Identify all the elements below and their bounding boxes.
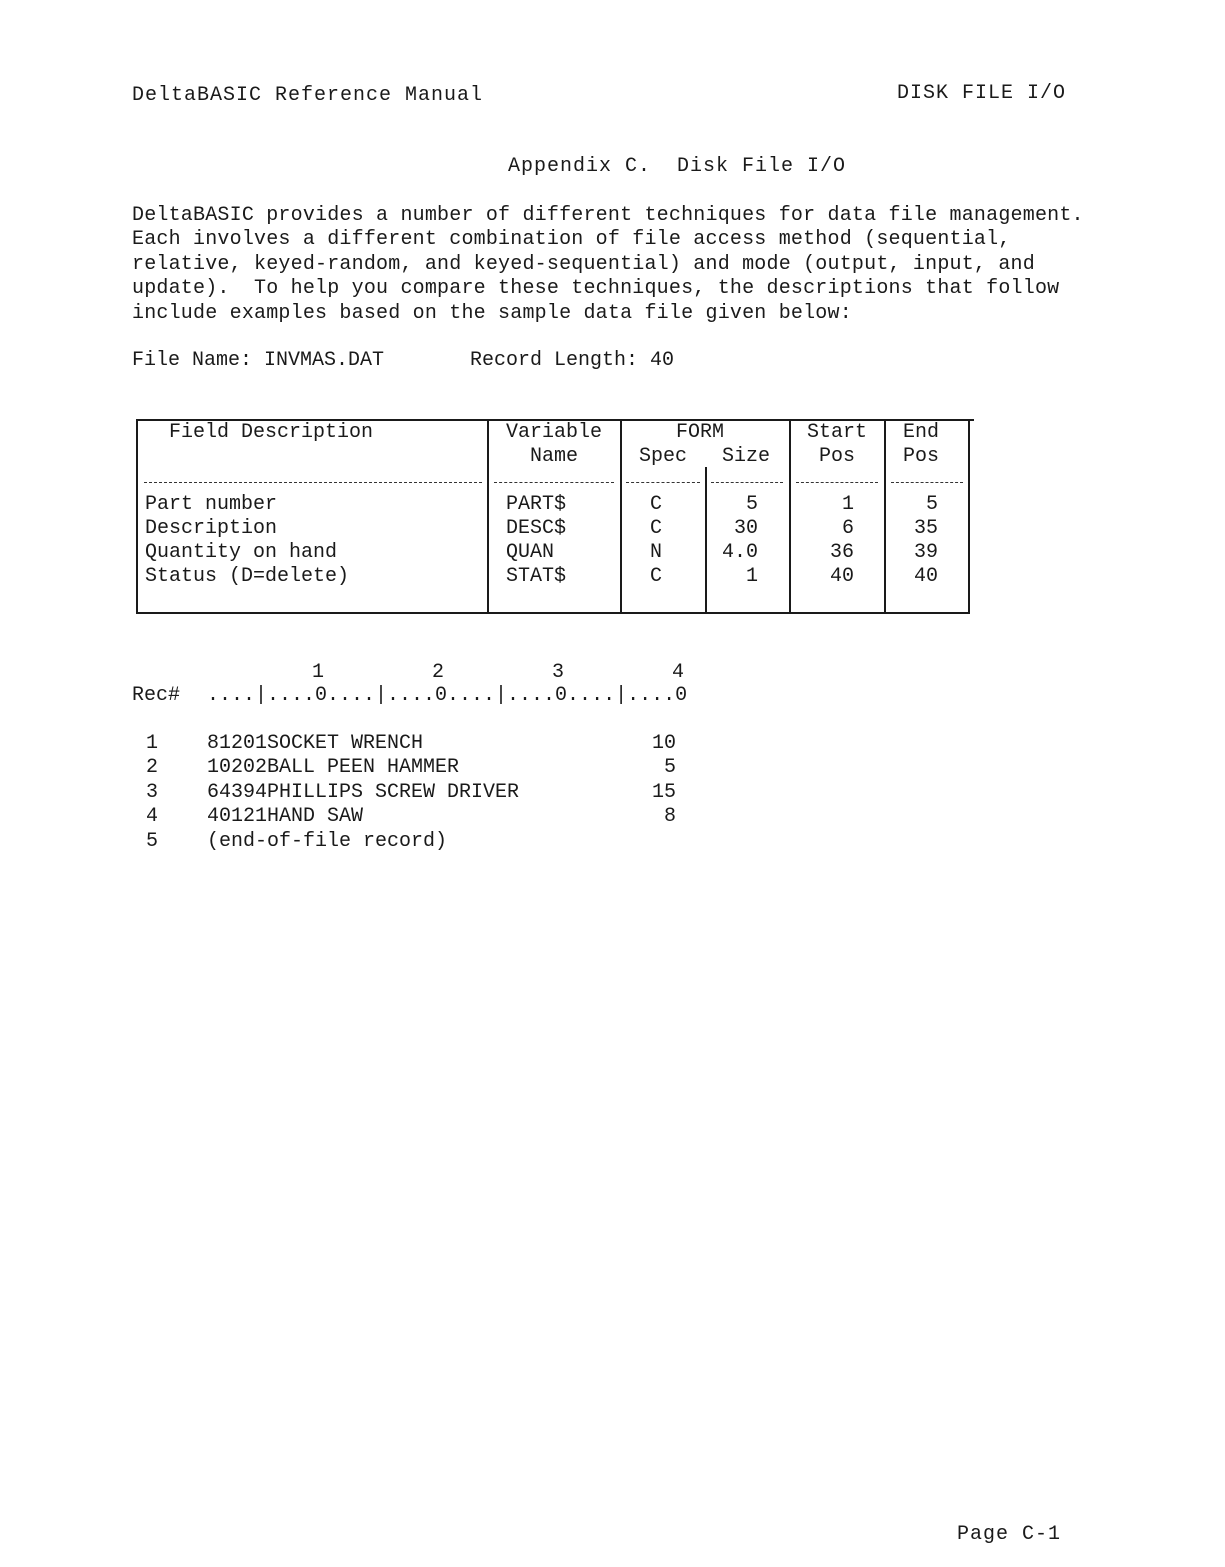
row-spec: C [650, 517, 663, 540]
intro-line: Each involves a different combination of file access method (sequential, [132, 228, 1011, 252]
row-end: 39 [914, 541, 939, 564]
table-divider [487, 419, 489, 614]
header-separator [626, 482, 700, 483]
header-variable-name: Name [530, 445, 579, 468]
intro-line: update). To help you compare these techniques, the descriptions that follow [132, 277, 1060, 301]
header-end: End [903, 421, 940, 444]
intro-line: DeltaBASIC provides a number of different techniques for data file management. [132, 204, 1084, 227]
field-layout-table [136, 419, 974, 614]
row-spec: C [650, 565, 663, 588]
header-end-pos: Pos [903, 445, 940, 468]
header-separator [711, 482, 783, 483]
row-size: 1 [746, 565, 759, 588]
table-bottom-border [136, 612, 970, 614]
page-number: Page C-1 [957, 1523, 1062, 1546]
table-divider [884, 419, 886, 614]
header-field-description: Field Description [169, 421, 374, 444]
page-title: Appendix C. Disk File I/O [508, 155, 847, 178]
record-quantity: 8 [664, 805, 677, 829]
record-data: 81201SOCKET WRENCH [207, 732, 424, 755]
row-variable: PART$ [506, 493, 567, 516]
header-start: Start [807, 421, 868, 444]
intro-line: relative, keyed-random, and keyed-sequential) and mode (output, input, and [132, 252, 1035, 276]
row-variable: QUAN [506, 541, 555, 564]
row-end: 40 [914, 565, 939, 588]
row-field: Quantity on hand [145, 541, 338, 564]
header-separator [144, 482, 482, 483]
header-separator [891, 482, 963, 483]
record-data: (end-of-file record) [207, 829, 448, 853]
record-data: 10202BALL PEEN HAMMER [207, 756, 460, 780]
record-quantity: 5 [664, 756, 677, 780]
row-start: 6 [842, 517, 855, 540]
record-number: 4 [146, 805, 159, 829]
intro-line: include examples based on the sample data file given below: [132, 301, 852, 325]
running-header-title: DeltaBASIC Reference Manual [132, 84, 484, 107]
table-right-border [968, 419, 970, 614]
record-number-label: Rec# [132, 684, 181, 707]
record-data: 64394PHILLIPS SCREW DRIVER [207, 780, 520, 804]
header-size: Size [722, 445, 771, 468]
row-spec: C [650, 493, 663, 516]
header-start-pos: Pos [819, 445, 856, 468]
table-divider [705, 467, 707, 614]
record-quantity: 15 [652, 780, 677, 804]
row-size: 5 [746, 493, 759, 516]
row-variable: DESC$ [506, 517, 567, 540]
row-field: Status (D=delete) [145, 565, 350, 588]
header-spec: Spec [639, 445, 688, 468]
row-field: Description [145, 517, 278, 540]
header-variable: Variable [506, 421, 603, 444]
table-divider [620, 419, 622, 614]
row-variable: STAT$ [506, 565, 567, 588]
row-spec: N [650, 541, 663, 564]
header-separator [796, 482, 878, 483]
record-number: 5 [146, 829, 159, 853]
record-length: Record Length: 40 [470, 349, 675, 372]
row-start: 36 [830, 541, 855, 564]
file-name: File Name: INVMAS.DAT [132, 349, 385, 372]
row-end: 35 [914, 517, 939, 540]
table-left-border [136, 419, 138, 614]
record-number: 2 [146, 756, 159, 780]
table-divider [789, 419, 791, 614]
record-data: 40121HAND SAW [207, 805, 364, 829]
header-separator [494, 482, 614, 483]
row-size: 4.0 [722, 541, 759, 564]
row-field: Part number [145, 493, 278, 516]
ruler-column-numbers: 1 2 3 4 [312, 661, 685, 684]
column-ruler: ....|....0....|....0....|....0....|....0 [207, 684, 688, 707]
row-end: 5 [926, 493, 939, 516]
record-quantity: 10 [652, 732, 677, 755]
running-header-section: DISK FILE I/O [897, 82, 1067, 105]
header-form: FORM [676, 421, 725, 444]
intro-paragraph [132, 204, 1084, 326]
row-start: 1 [842, 493, 855, 516]
row-start: 40 [830, 565, 855, 588]
record-number: 3 [146, 780, 159, 804]
row-size: 30 [734, 517, 759, 540]
record-number: 1 [146, 732, 159, 755]
